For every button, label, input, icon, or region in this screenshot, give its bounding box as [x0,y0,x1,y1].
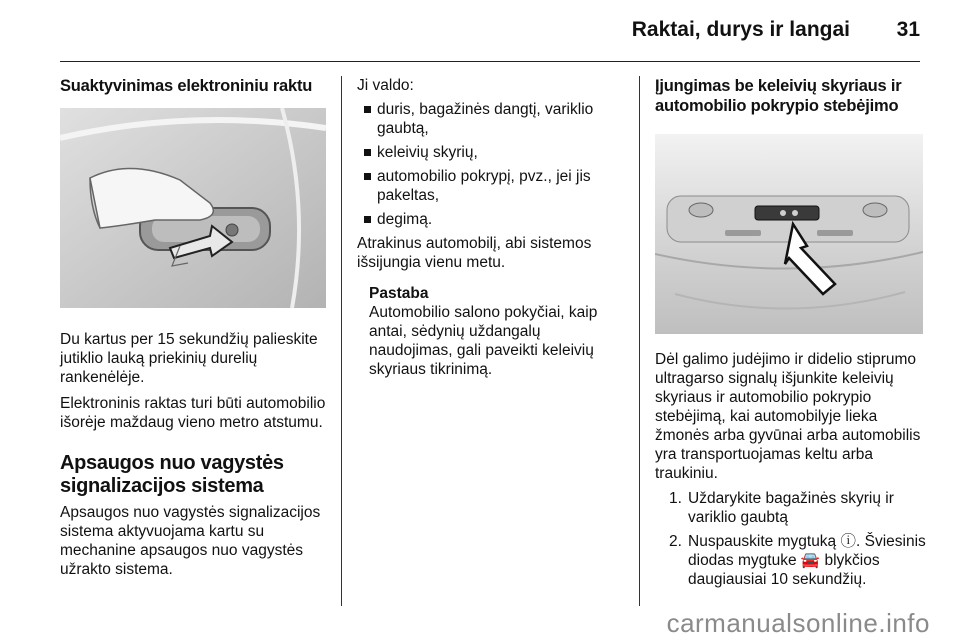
list-item: automobilio pokrypį, pvz., jei jis pakeltas, [357,167,622,205]
header-rule [60,61,920,62]
paragraph-alarm-activation: Apsaugos nuo vagystės signalizacijos sistema aktyvuojama kartu su mechanine apsaugos nuo vagystės užrakto sistema. [60,504,321,578]
controlled-items-list [357,100,622,229]
section-heading-electronic-key: Suaktyvinimas elektroniniu raktu [60,77,313,95]
bullet-icon [364,173,371,180]
bullet-icon [364,216,371,223]
door-handle-illustration [60,108,326,308]
list-item: keleivių skyrių, [357,143,622,162]
list-item: 1. Uždarykite bagažinės skyrių ir variklio gaubtą [669,490,894,526]
note-text: Automobilio salono pokyčiai, kaip antai, sėdynių uždangalų naudojimas, gali paveikti keleivių skyriaus tikrinimą. [369,304,598,378]
note-title: Pastaba [369,285,429,302]
column-3 [655,76,930,594]
paragraph-key-distance: Elektroninis raktas turi būti automobilio išorėje maždaug vieno metro atstumu. [60,395,326,431]
page-header-title: Raktai, durys ir langai [631,18,850,41]
list-item: 2. Nuspauskite mygtuką ⓘ. Šviesinis diodas mygtuke 🚘 blykčios daugiausiai 10 sekundžių. [669,533,926,588]
paragraph-controls-intro: Ji valdo: [357,77,414,94]
section-heading-anti-theft-alarm: Apsaugos nuo vagystės signalizacijos sistema [60,452,284,497]
section-heading-without-monitoring: Įjungimas be keleivių skyriaus ir automobilio pokrypio stebėjimo [655,77,902,115]
steps-list [663,489,930,589]
paragraph-touch-sensor: Du kartus per 15 sekundžių palieskite jutiklio lauką priekinių durelių rankenėlėje. [60,331,318,386]
paragraph-unlock-disables: Atrakinus automobilį, abi sistemos išsijungia vienu metu. [357,235,592,271]
list-item: degimą. [357,210,622,229]
column-1 [60,76,328,579]
page-number: 31 [896,18,920,41]
paragraph-disable-reason: Dėl galimo judėjimo ir didelio stiprumo ultragarso signalų išjunkite keleivių skyriaus ir automobilio pokrypio stebėjimą, kai automobilyje lieka žmonės arba gyvūnai arba automobilis yra transportuojamas keltu arba traukiniu. [655,351,921,482]
column-2 [357,76,622,379]
list-item: duris, bagažinės dangtį, variklio gaubtą, [357,100,622,138]
column-divider-left [341,76,342,606]
bullet-icon [364,106,371,113]
note-box [357,284,622,379]
overhead-console-illustration [655,134,923,334]
bullet-icon [364,149,371,156]
column-divider-right [639,76,640,606]
watermark: carmanualsonline.info [666,608,930,638]
